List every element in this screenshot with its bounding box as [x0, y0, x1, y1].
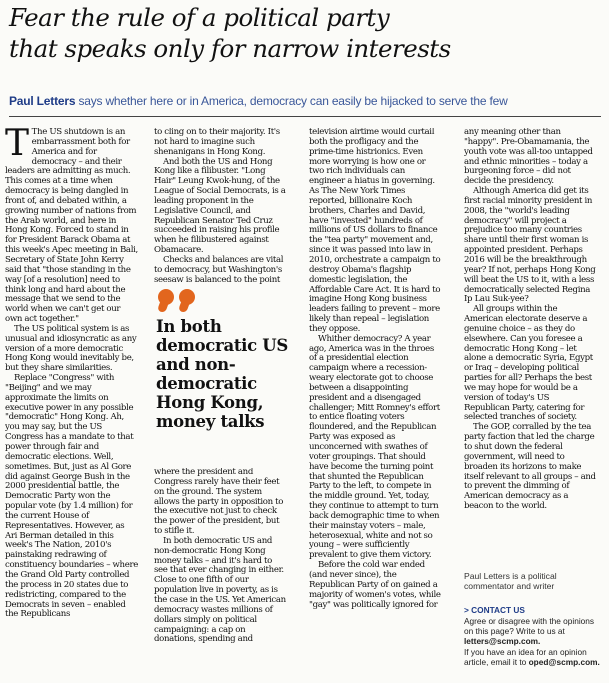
article-paragraph: any meaning other than "happy". Pre-Obamamania, the youth vote was all-too untapped and ethnic minorities – today a burgeoning force – did not decide the presidency.	[464, 128, 593, 187]
article-paragraph: Although America did get its first racial minority president in 2008, the "world's leading democracy" will project a prejudice too many countries share until their first woman is appointed president. Perhaps 2016 will be the breakthrough year? If not, perhaps Hong Kong will beat the US to it, with a less democratically selected Regina Ip Lau Suk-yee?	[464, 186, 596, 305]
author-bio: Paul Letters is a political commentator and writer	[464, 571, 557, 591]
contact-line-oped: If you have an idea for an opinion article, email it to oped@scmp.com.	[464, 646, 600, 667]
article-paragraph: In both democratic US and non-democratic Hong Kong money talks – and it's hard to see that ever changing in either. Close to one fifth of our population live in poverty, as is the case in the US. Yet American democracy wastes millions of dollars simply on political campaigning: a cap on donations, spending and	[154, 535, 286, 645]
quote-mark-icon	[158, 289, 290, 313]
contact-box	[464, 606, 602, 668]
article-paragraph: Before the cold war ended (and never since), the Republican Party of on gained a majority of women's votes, while "gay" was politically ignored for	[309, 560, 441, 610]
pull-quote-text: In both democratic US and non-democratic Hong Kong, money talks	[156, 317, 289, 431]
letters-email-link[interactable]: letters@scmp.com.	[464, 635, 541, 646]
article-paragraph: And both the US and Hong Kong like a filibuster. "Long Hair" Leung Kwok-hung, of the League of Social Democrats, is a leading proponent in the Legislative Council, and Republican Senator Ted Cruz succeeded in raising his profile when he filibustered against Obamacare.	[154, 156, 286, 256]
article-column-2-top	[154, 128, 287, 286]
oped-email-link[interactable]: oped@scmp.com.	[528, 656, 600, 667]
article-paragraph: All groups within the American electorate deserve a genuine choice – as they do elsewhere. Can you foresee a democratic Hong Kong – let alone a democratic Syria, Egypt or Iraq – developing political parties for all? Perhaps the best we may hope for would be a version of today's US Republican Party, catering for selected tranches of society.	[464, 304, 593, 423]
article-paragraph: Replace "Congress" with "Beijing" and we may approximate the limits on executive power in any possible "democratic" Hong Kong. Ah, you may say, but the US Congress has a mandate to that power through fair and democratic elections. Well, sometimes. But, just as Al Gore did against George Bush in the 2000 presidential battle, the Democratic Party won the popular vote (by 1.4 million) for the current House of Representatives. However, as Ari Berman detailed in this week's The Nation, 2010's painstaking redrawing of constituency boundaries – where the Grand Old Party controlled the process in 20 states due to redistricting, compared to the Democrats in seven – enabled the Republicans	[5, 373, 138, 620]
article-paragraph: The US political system is as unusual and idiosyncratic as any version of a more democratic Hong Kong would inevitably be, but they share similarities.	[5, 323, 137, 374]
article-column-2-bottom	[154, 468, 287, 680]
headline	[9, 2, 601, 64]
standfirst	[9, 94, 604, 108]
contact-line-letters: Agree or disagree with the opinions on this page? Write to us at letters@scmp.com.	[464, 615, 595, 646]
standfirst-deck: says whether here or in America, democracy can easily be hijacked to serve the few	[78, 94, 508, 108]
article-column-1	[5, 128, 138, 680]
article-paragraph: television airtime would curtail both the profligacy and the prime-time histrionics. Even more worrying is how one or two rich individuals can engineer a hiatus in governing. As The New York Times reported, billionaire Koch brothers, Charles and David, have "invested" hundreds of millions of US dollars to finance the "tea party" movement and, since it was passed into law in 2010, orchestrate a campaign to destroy Obama's flagship domestic legislation, the Affordable Care Act. It is hard to imagine Hong Kong business leaders failing to prevent – more likely than repeal – legislation they oppose.	[309, 128, 441, 334]
pull-quote	[154, 289, 290, 431]
article-paragraph: to cling on to their majority. It's not hard to imagine such shenanigans in Hong Kong.	[154, 128, 280, 157]
article-paragraph: Checks and balances are vital to democracy, but Washington's seesaw is balanced to the point	[154, 254, 284, 285]
article-paragraph: T The US shutdown is an embarrassment both for America and for democracy – and their leaders are admitting as much. This comes at a time when democracy is being dangled in front of, and debated within, a growing number of nations from the Arab world, and here in Hong Kong. Forced to stand in for President Barack Obama at this week's Apec meeting in Bali, Secretary of State John Kerry said that "those standing in the way [of a resolution] need to think long and hard about the message that we send to the world when we can't get our own act together."	[5, 128, 138, 325]
drop-cap: T	[5, 128, 29, 164]
article-column-3	[309, 128, 442, 680]
header-divider	[9, 116, 601, 117]
headline-line-2: that speaks only for narrow interests	[9, 34, 451, 63]
contact-heading: > CONTACT US	[464, 605, 525, 615]
author-name: Paul Letters	[9, 94, 76, 108]
article-paragraph: where the president and Congress rarely have their feet on the ground. The system allows the party in opposition to the executive not just to check the power of the president, but to stifle it.	[154, 468, 284, 537]
article-paragraph: Whither democracy? A year ago, America was in the throes of a presidential election campaign where a recession-weary electorate got to choose between a disappointing president and a disengaged challenger; Mitt Romney's effort to entice floating voters floundered, and the Republican Party was exposed as unconcerned with swathes of voter groupings. That should have become the turning point that shunted the Republican Party to the left, to compete in the middle ground. Yet, today, they continue to attempt to turn back demographic time to when their mainstay voters – male, heterosexual, white and not so young – were sufficiently prevalent to give them victory.	[309, 333, 440, 561]
article-paragraph: The GOP, corralled by the tea party faction that led the charge to shut down the federal government, will need to broaden its horizons to make itself relevant to all groups – and to prevent the dimming of American democracy as a beacon to the world.	[464, 422, 596, 512]
headline-line-1: Fear the rule of a political party	[9, 3, 390, 32]
article-column-4	[464, 128, 597, 568]
